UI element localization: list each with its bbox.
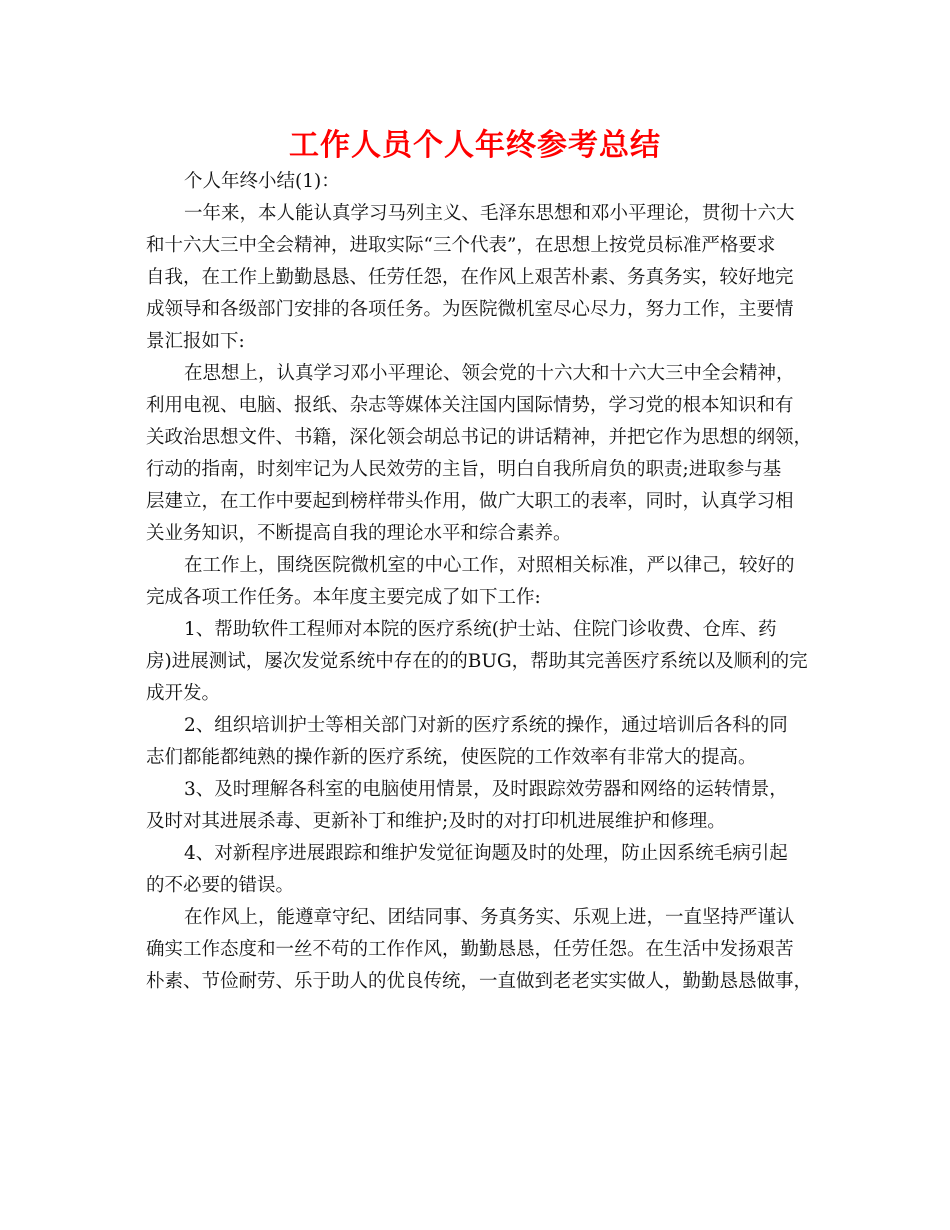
paragraph-line: 确实工作态度和一丝不苟的工作作风，勤勤恳恳，任劳任怨。在生活中发扬艰苦 bbox=[146, 939, 794, 960]
paragraph-line: 房)进展测试，屡次发觉系统中存在的的BUG，帮助其完善医疗系统以及顺利的完 bbox=[146, 651, 808, 672]
paragraph bbox=[146, 166, 810, 198]
paragraph-line: 景汇报如下: bbox=[146, 331, 245, 352]
paragraph-line: 在作风上，能遵章守纪、团结同事、务真务实、乐观上进，一直坚持严谨认 bbox=[184, 907, 795, 928]
paragraph bbox=[146, 358, 813, 550]
paragraph-line: 在思想上，认真学习邓小平理论、领会党的十六大和十六大三中全会精神， bbox=[184, 363, 795, 384]
paragraph bbox=[146, 614, 810, 710]
paragraph-line: 关政治思想文件、书籍，深化领会胡总书记的讲话精神，并把它作为思想的纲领， bbox=[146, 427, 813, 448]
paragraph bbox=[146, 774, 810, 838]
paragraph-line: 在工作上，围绕医院微机室的中心工作，对照相关标准，严以律己，较好的 bbox=[184, 555, 795, 576]
paragraph-line: 1、帮助软件工程师对本院的医疗系统(护士站、住院门诊收费、仓库、药 bbox=[184, 619, 777, 640]
paragraph-line: 成开发。 bbox=[146, 683, 221, 704]
paragraph-line: 成领导和各级部门安排的各项任务。为医院微机室尽心尽力，努力工作，主要情 bbox=[146, 299, 794, 320]
paragraph-line: 利用电视、电脑、报纸、杂志等媒体关注国内国际情势，学习党的根本知识和有 bbox=[146, 395, 794, 416]
paragraph-line: 的不必要的错误。 bbox=[146, 875, 295, 896]
paragraph-line: 行动的指南，时刻牢记为人民效劳的主旨，明白自我所肩负的职责;进取参与基 bbox=[146, 459, 782, 480]
document-title: 工作人员个人年终参考总结 bbox=[289, 128, 661, 163]
paragraph bbox=[146, 710, 810, 774]
paragraph bbox=[146, 838, 810, 902]
document-body bbox=[146, 166, 813, 998]
paragraph-line: 关业务知识，不断提高自我的理论水平和综合素养。 bbox=[146, 523, 572, 544]
paragraph-line: 个人年终小结(1)： bbox=[184, 171, 340, 192]
paragraph-line: 一年来，本人能认真学习马列主义、毛泽东思想和邓小平理论，贯彻十六大 bbox=[184, 203, 795, 224]
paragraph-line: 层建立，在工作中要起到榜样带头作用，做广大职工的表率，同时，认真学习相 bbox=[146, 491, 794, 512]
paragraph-line: 志们都能都纯熟的操作新的医疗系统，使医院的工作效率有非常大的提高。 bbox=[146, 747, 757, 768]
paragraph bbox=[146, 902, 813, 998]
paragraph bbox=[146, 550, 810, 614]
paragraph-line: 自我，在工作上勤勤恳恳、任劳任怨，在作风上艰苦朴素、务真务实，较好地完 bbox=[146, 267, 794, 288]
paragraph bbox=[146, 198, 810, 358]
paragraph-line: 及时对其进展杀毒、更新补丁和维护;及时的对打印机进展维护和修理。 bbox=[146, 811, 726, 832]
paragraph-line: 朴素、节俭耐劳、乐于助人的优良传统，一直做到老老实实做人，勤勤恳恳做事， bbox=[146, 971, 813, 992]
paragraph-line: 2、组织培训护士等相关部门对新的医疗系统的操作，通过培训后各科的同 bbox=[184, 715, 788, 736]
paragraph-line: 和十六大三中全会精神，进取实际“三个代表”，在思想上按党员标准严格要求 bbox=[146, 235, 776, 256]
paragraph-line: 4、对新程序进展跟踪和维护发觉征询题及时的处理，防止因系统毛病引起 bbox=[184, 843, 788, 864]
paragraph-line: 3、及时理解各科室的电脑使用情景，及时跟踪效劳器和网络的运转情景， bbox=[184, 779, 788, 800]
paragraph-line: 完成各项工作任务。本年度主要完成了如下工作: bbox=[146, 587, 541, 608]
